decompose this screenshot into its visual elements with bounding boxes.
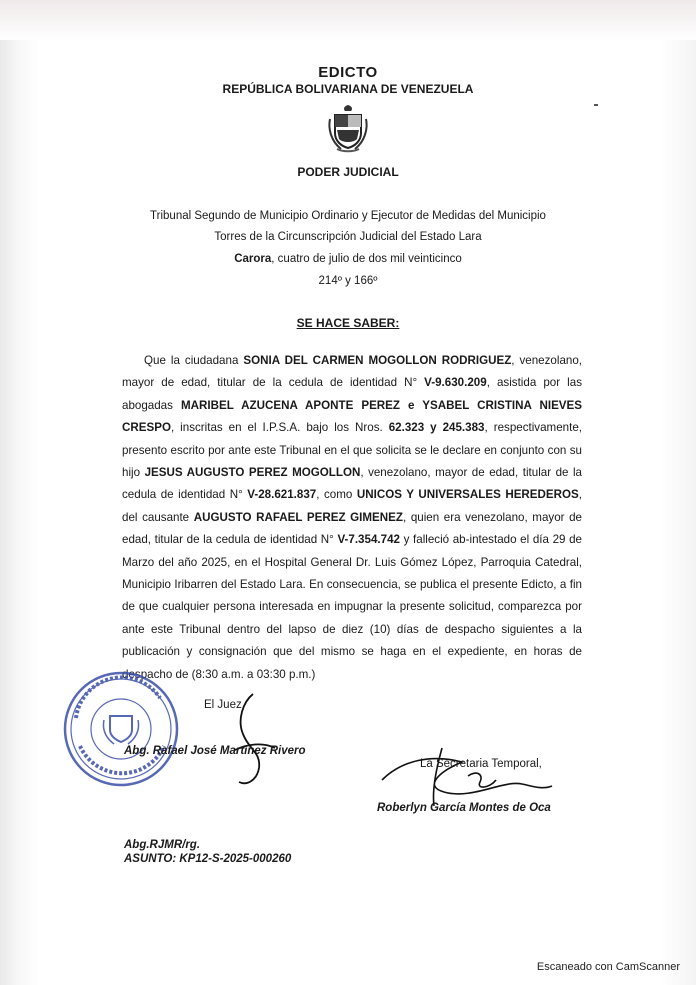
reference-initials: Abg.RJMR/rg. — [124, 839, 201, 851]
document-title: EDICTO — [318, 64, 378, 81]
body-text: , como — [316, 488, 357, 502]
secretary-signature-icon — [372, 740, 562, 810]
court-name-line2: Torres de la Circunscripción Judicial del Estado Lara — [214, 231, 482, 243]
section-heading: SE HACE SABER: — [296, 316, 400, 330]
scan-speck — [594, 104, 598, 106]
court-seal-icon — [60, 668, 182, 790]
coat-of-arms-icon — [325, 103, 371, 153]
lawyer-name-1: MARIBEL AZUCENA APONTE PEREZ — [180, 398, 400, 412]
court-date: , cuatro de julio de dos mil veinticinco — [271, 253, 462, 265]
secretary-label: La Secretaria Temporal, — [420, 758, 542, 770]
heirs-declaration: UNICOS Y UNIVERSALES HEREDEROS — [356, 488, 579, 502]
deceased-id: V-7.354.742 — [337, 533, 400, 547]
edict-body — [122, 350, 582, 686]
body-text: , venezolano, mayor de edad, titular de la cedula de identidad N° — [122, 354, 583, 390]
body-text: e — [400, 398, 423, 412]
body-text: , inscritas en el I.P.S.A. bajo los Nros. — [170, 421, 389, 435]
body-text: , asistida por las abogadas — [122, 376, 582, 412]
case-number: ASUNTO: KP12-S-2025-000260 — [124, 853, 292, 865]
ipsa-number-1: 62.323 — [388, 421, 425, 435]
court-name-line1: Tribunal Segundo de Municipio Ordinario y Ejecutor de Medidas del Municipio — [150, 210, 546, 222]
body-text: y falleció ab-intestado el día 29 de Marzo del año 2025, en el Hospital General Dr. Luis Gómez López, Parroquia Catedral, Municipio Iribarren del Estado Lara. En consecuencia, se publica el presente Edicto, a fin de que cualquier persona interesada en impugnar la presente solicitud, comparezca por ante este Tribunal dentro del lapso de diez (10) días de despacho siguientes a la publicación y consignación que del mismo se haga en el expediente, en horas de despacho de (8:30 a.m. a 03:30 p.m.) — [122, 533, 582, 681]
judge-signature-icon — [195, 690, 305, 790]
judge-name: Abg. Rafael José Martínez Rivero — [124, 745, 306, 757]
judicial-branch: PODER JUDICIAL — [297, 165, 399, 179]
court-years: 214º y 166º — [318, 275, 378, 287]
ipsa-number-2: 245.383 — [442, 421, 485, 435]
son-name: JESUS AUGUSTO PEREZ MOGOLLON — [144, 466, 361, 480]
applicant-id: V-9.630.209 — [424, 376, 487, 390]
court-date-line — [0, 253, 696, 265]
secretary-name: Roberlyn García Montes de Oca — [377, 802, 551, 814]
body-text: , quien era venezolano, mayor de edad, titular de la cedula de identidad N° — [122, 510, 583, 547]
body-text: , del causante — [122, 488, 583, 524]
republic-name: REPÚBLICA BOLIVARIANA DE VENEZUELA — [222, 82, 474, 96]
body-text: , venezolano, mayor de edad, titular de la cedula de identidad N° — [122, 466, 582, 502]
judge-label: El Juez — [204, 699, 242, 711]
deceased-name: AUGUSTO RAFAEL PEREZ GIMENEZ — [193, 510, 403, 524]
scan-edge — [0, 0, 696, 40]
lawyer-name-2: YSABEL CRISTINA NIEVES CRESPO — [122, 398, 583, 435]
court-city: Carora — [234, 253, 272, 265]
applicant-name: SONIA DEL CARMEN MOGOLLON RODRIGUEZ — [243, 354, 512, 367]
body-text: , respectivamente, presento escrito por ante este Tribunal en el que solicita se le declare en conjunto con su hijo — [122, 421, 582, 480]
son-id: V-28.621.837 — [247, 488, 317, 502]
scanner-watermark: Escaneado con CamScanner — [536, 961, 680, 973]
body-text: Que la ciudadana — [144, 354, 244, 367]
body-text: y — [424, 421, 443, 435]
